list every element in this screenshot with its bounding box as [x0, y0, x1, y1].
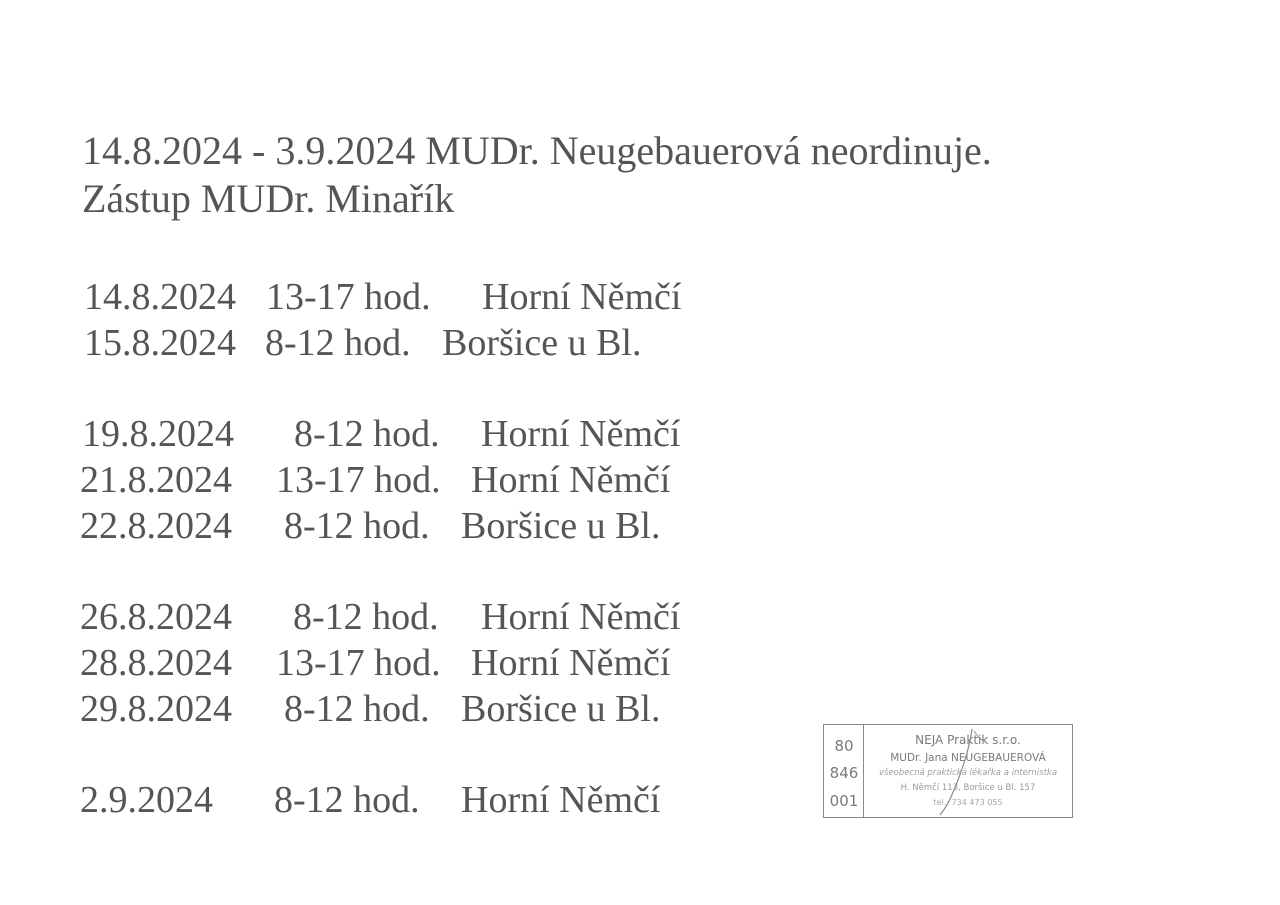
- stamp-code-column: [824, 725, 864, 817]
- schedule-date: 21.8.2024: [80, 459, 232, 501]
- schedule-date: 19.8.2024: [82, 413, 234, 455]
- absence-notice-line: 14.8.2024 - 3.9.2024 MUDr. Neugebauerová neordinuje.: [82, 128, 992, 173]
- stamp-code-line: 846: [829, 764, 859, 782]
- schedule-date: 14.8.2024: [84, 276, 236, 318]
- schedule-hours: 8-12 hod.: [265, 322, 411, 364]
- stamp-doctor: MUDr. Jana NEUGEBAUEROVÁ: [890, 752, 1046, 764]
- schedule-place: Horní Němčí: [481, 413, 681, 455]
- stamp-code-line: 001: [829, 792, 859, 810]
- schedule-place: Horní Němčí: [482, 276, 682, 318]
- schedule-hours: 8-12 hod.: [284, 688, 430, 730]
- schedule-date: 22.8.2024: [80, 505, 232, 547]
- schedule-date: 26.8.2024: [80, 596, 232, 638]
- stamp-specialty: všeobecná praktická lékařka a internistka: [878, 768, 1058, 778]
- schedule-place: Boršice u Bl.: [461, 505, 661, 547]
- schedule-place: Horní Němčí: [471, 459, 671, 501]
- absence-notice: [82, 127, 992, 223]
- schedule-date: 15.8.2024: [84, 322, 236, 364]
- schedule-date: 29.8.2024: [80, 688, 232, 730]
- stamp-text-block: [864, 725, 1072, 817]
- schedule-hours: 13-17 hod.: [276, 459, 441, 501]
- schedule-hours: 8-12 hod.: [294, 413, 440, 455]
- schedule-hours: 13-17 hod.: [276, 642, 441, 684]
- schedule-date: 28.8.2024: [80, 642, 232, 684]
- stamp-phone: tel.: 734 473 055: [933, 798, 1003, 807]
- schedule-hours: 13-17 hod.: [266, 276, 431, 318]
- stamp-code-line: 80: [834, 737, 854, 755]
- schedule-place: Boršice u Bl.: [461, 688, 661, 730]
- stamp-address: H. Němčí 113, Boršice u Bl. 157: [900, 783, 1036, 793]
- schedule-date: 2.9.2024: [80, 779, 213, 821]
- schedule-place: Boršice u Bl.: [442, 322, 642, 364]
- schedule-hours: 8-12 hod.: [284, 505, 430, 547]
- substitute-notice-line: Zástup MUDr. Minařík: [82, 176, 455, 221]
- schedule-place: Horní Němčí: [471, 642, 671, 684]
- schedule-hours: 8-12 hod.: [293, 596, 439, 638]
- schedule-place: Horní Němčí: [461, 779, 661, 821]
- schedule-hours: 8-12 hod.: [274, 779, 420, 821]
- stamp-company: NEJA Praktik s.r.o.: [915, 733, 1021, 747]
- practice-stamp: [823, 724, 1073, 818]
- schedule-place: Horní Němčí: [481, 596, 681, 638]
